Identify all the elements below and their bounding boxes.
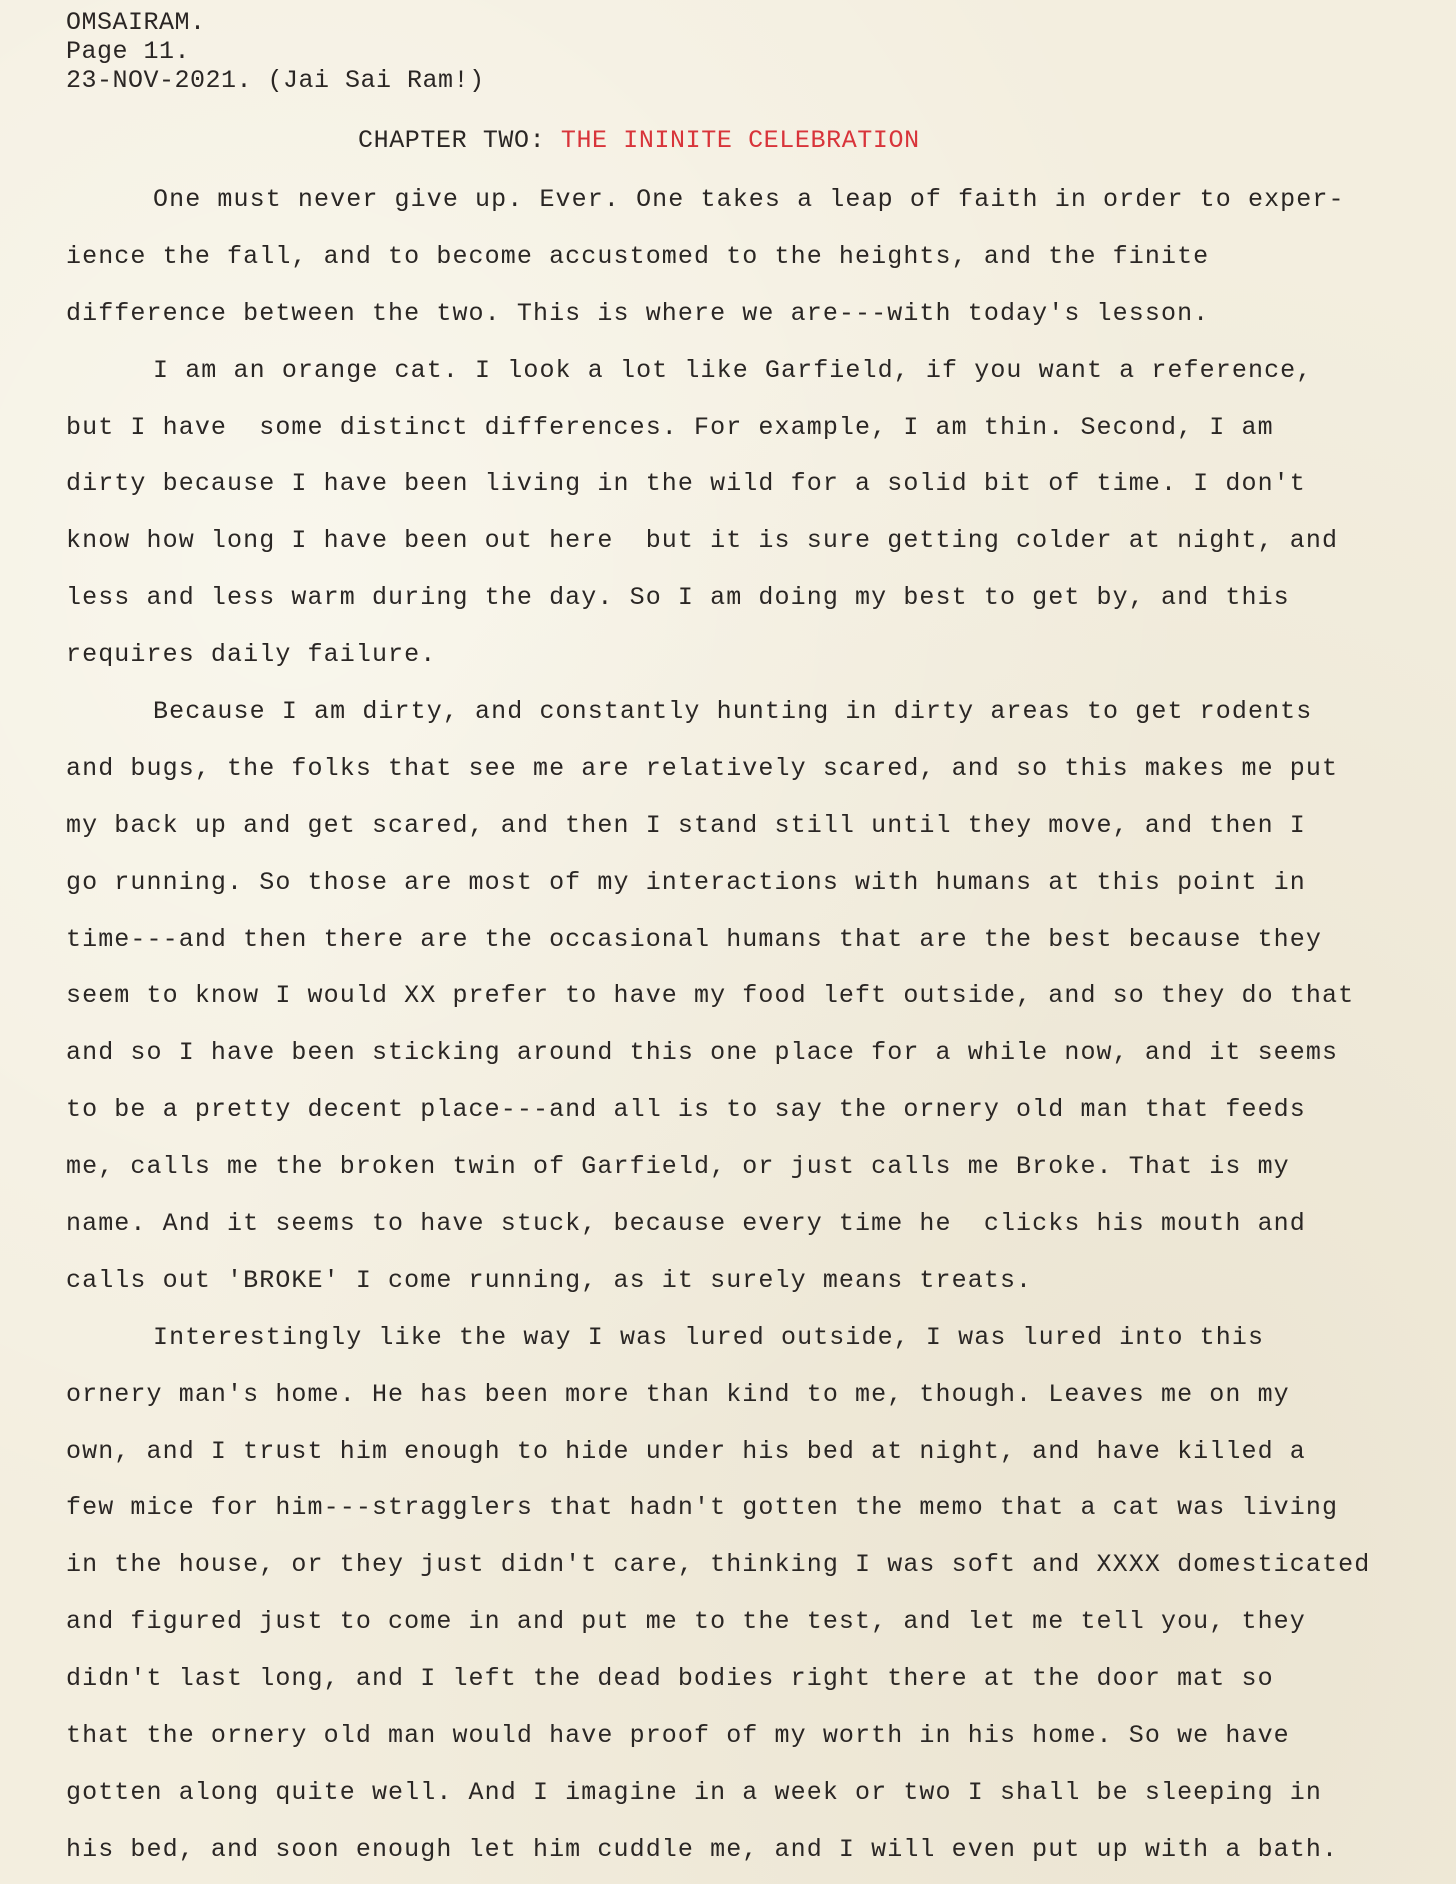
text-line: know how long I have been out here but it is sure getting colder at night, and [66, 526, 1339, 556]
text-line: ornery man's home. He has been more than kind to me, though. Leaves me on my [66, 1379, 1290, 1409]
header-line-1: OMSAIRAM. [66, 8, 206, 37]
text-line: ience the fall, and to become accustomed to the heights, and the finite [66, 241, 1210, 271]
text-line: my back up and get scared, and then I stand still until they move, and then I [66, 810, 1306, 840]
text-line: go running. So those are most of my interactions with humans at this point in [66, 867, 1306, 897]
text-line: seem to know I would XX prefer to have my food left outside, and so they do that [66, 981, 1355, 1011]
text-line: name. And it seems to have stuck, because every time he clicks his mouth and [66, 1209, 1306, 1239]
text-line: dirty because I have been living in the wild for a solid bit of time. I don't [66, 469, 1306, 499]
text-line: but I have some distinct differences. For example, I am thin. Second, I am [66, 412, 1274, 442]
header-line-3: 23-NOV-2021. (Jai Sai Ram!) [66, 66, 485, 95]
text-line: calls out 'BROKE' I come running, as it surely means treats. [66, 1265, 1033, 1295]
text-line: in the house, or they just didn't care, thinking I was soft and XXXX domesticated [66, 1550, 1371, 1580]
text-line: me, calls me the broken twin of Garfield, or just calls me Broke. That is my [66, 1152, 1290, 1182]
text-line: Because I am dirty, and constantly hunting in dirty areas to get rodents [153, 697, 1313, 727]
text-line: and bugs, the folks that see me are relatively scared, and so this makes me put [66, 753, 1339, 783]
text-line: to be a pretty decent place---and all is to say the ornery old man that feeds [66, 1095, 1306, 1125]
text-line: I am an orange cat. I look a lot like Garfield, if you want a reference, [153, 355, 1313, 385]
text-line: time---and then there are the occasional humans that are the best because they [66, 924, 1322, 954]
text-line: that the ornery old man would have proof of my worth in his home. So we have [66, 1721, 1290, 1751]
text-line: and so I have been sticking around this one place for a while now, and it seems [66, 1038, 1339, 1068]
body-text [66, 182, 1451, 1884]
text-line: his bed, and soon enough let him cuddle me, and I will even put up with a bath. [66, 1834, 1339, 1864]
chapter-heading [358, 126, 920, 156]
text-line: own, and I trust him enough to hide under his bed at night, and have killed a [66, 1436, 1306, 1466]
page-header [66, 8, 485, 95]
text-line: less and less warm during the day. So I am doing my best to get by, and this [66, 583, 1290, 613]
text-line: difference between the two. This is where we are---with today's lesson. [66, 298, 1210, 328]
text-line: requires daily failure. [66, 640, 437, 670]
text-line: gotten along quite well. And I imagine in a week or two I shall be sleeping in [66, 1777, 1322, 1807]
text-line: didn't last long, and I left the dead bodies right there at the door mat so [66, 1664, 1274, 1694]
chapter-label: CHAPTER TWO: [358, 126, 561, 155]
text-line: few mice for him---stragglers that hadn't gotten the memo that a cat was living [66, 1493, 1339, 1523]
text-line: and figured just to come in and put me to the test, and let me tell you, they [66, 1607, 1306, 1637]
text-line: Interestingly like the way I was lured outside, I was lured into this [153, 1322, 1265, 1352]
header-line-2: Page 11. [66, 37, 191, 66]
chapter-title: THE ININITE CELEBRATION [560, 126, 920, 155]
text-line: One must never give up. Ever. One takes a leap of faith in order to exper- [153, 185, 1345, 214]
